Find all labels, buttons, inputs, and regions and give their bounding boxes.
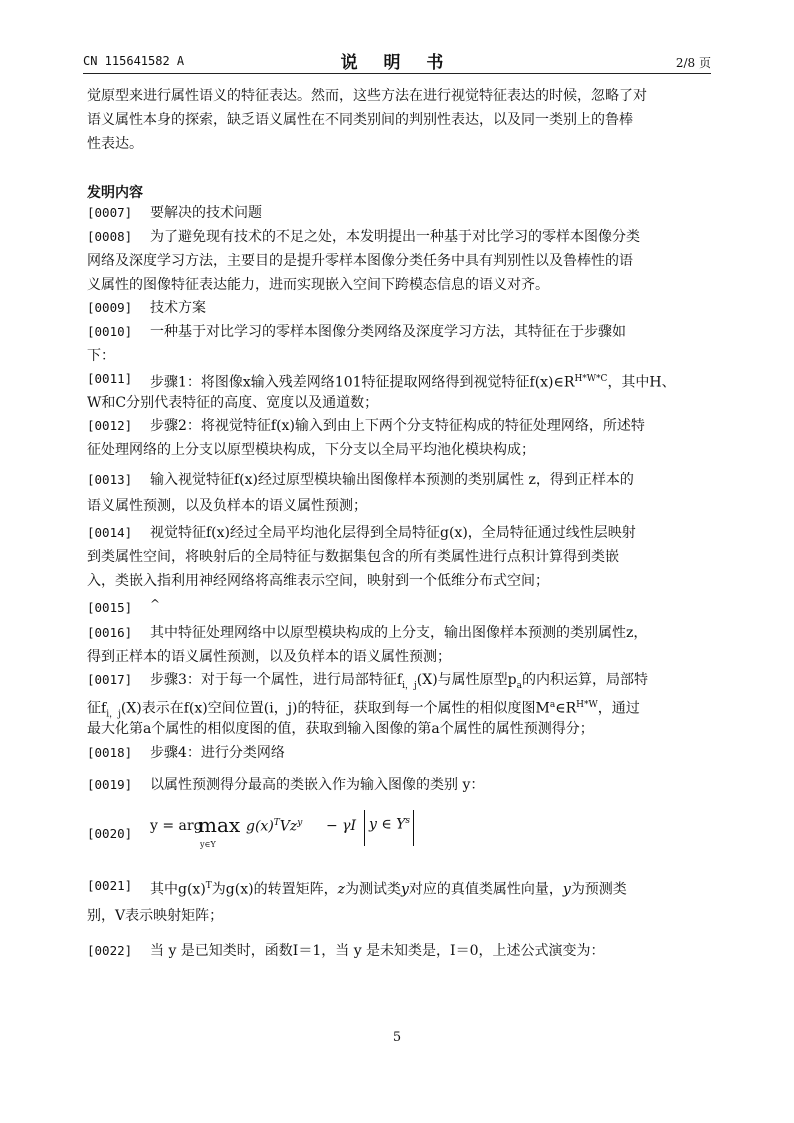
formula-minus: − γI xyxy=(326,818,357,834)
intro-line-1: 觉原型来进行属性语义的特征表达。然而，这些方法在进行视觉特征表达的时候，忽略了对 xyxy=(87,88,647,104)
para-number: [0015] xyxy=(87,600,133,615)
para-text: 别，V表示映射矩阵； xyxy=(87,908,224,924)
para-text: 步骤2：将视觉特征f(x)输入到由上下两个分支特征构成的特征处理网络，所述特 xyxy=(150,418,645,434)
para-text: 入，类嵌入指利用神经网络将高维表示空间，映射到一个低维分布式空间； xyxy=(87,573,549,589)
para-text: 步骤3：对于每一个属性，进行局部特征$f_{i,j}(X)$与属性原型$p_a$的内积运算，局部特 xyxy=(150,672,648,691)
publication-number: CN 115641582 A xyxy=(83,54,185,68)
intro-line-3: 性表达。 xyxy=(87,136,143,152)
para-text: 一种基于对比学习的零样本图像分类网络及深度学习方法，其特征在于步骤如 xyxy=(150,324,626,340)
para-text: W和C分别代表特征的高度、宽度以及通道数； xyxy=(87,395,379,411)
para-number: [0012] xyxy=(87,418,133,433)
para-number: [0018] xyxy=(87,745,133,760)
para-text: 语义属性预测，以及负样本的语义属性预测； xyxy=(87,498,367,514)
para-number: [0007] xyxy=(87,205,133,220)
para-number: [0010] xyxy=(87,324,133,339)
para-text: 征$f_{i,j}(X)$表示在f(x)空间位置(i，j)的特征，获取到每一个属性的相似度图$M^a\in R^{H*W}$，通过 xyxy=(87,700,640,720)
para-number: [0021] xyxy=(87,878,133,893)
document-title: 说 明 书 xyxy=(340,53,454,73)
para-number: [0014] xyxy=(87,525,133,540)
intro-line-2: 语义属性本身的探索，缺乏语义属性在不同类别间的判别性表达，以及同一类别上的鲁棒 xyxy=(87,112,633,128)
para-text: 视觉特征f(x)经过全局平均池化层得到全局特征g(x)，全局特征通过线性层映射 xyxy=(150,525,636,541)
para-text: 以属性预测得分最高的类嵌入作为输入图像的类别 y： xyxy=(150,777,485,793)
hat-symbol: ^ xyxy=(150,597,161,611)
page-header xyxy=(83,48,711,72)
formula-body: $g(x)^TVz^y$ xyxy=(246,818,303,835)
page-of: 2/8 页 xyxy=(675,56,711,70)
para-number: [0008] xyxy=(87,229,133,244)
para-text: 其中$g(x)^T$为g(x)的转置矩阵，z为测试类y对应的真值类属性向量，y为预测类 xyxy=(150,881,627,898)
para-text: 到类属性空间，将映射后的全局特征与数据集包含的所有类属性进行点积计算得到类嵌 xyxy=(87,549,619,565)
para-number: [0009] xyxy=(87,300,133,315)
formula-max: max xyxy=(198,813,241,837)
section-title: 发明内容 xyxy=(87,185,143,201)
para-text: 下： xyxy=(87,348,115,364)
para-text: 为了避免现有技术的不足之处，本发明提出一种基于对比学习的零样本图像分类 xyxy=(150,229,640,245)
para-number: [0013] xyxy=(87,472,133,487)
para-text: 网络及深度学习方法，主要目的是提升零样本图像分类任务中具有判别性以及鲁棒性的语 xyxy=(87,253,633,269)
para-number: [0017] xyxy=(87,672,133,687)
formula-lhs: y = arg xyxy=(150,818,203,834)
para-number: [0011] xyxy=(87,371,133,386)
para-text: 征处理网络的上分支以原型模块构成，下分支以全局平均池化模块构成； xyxy=(87,442,535,458)
para-text: 步骤4：进行分类网络 xyxy=(150,745,285,761)
para-text: 输入视觉特征f(x)经过原型模块输出图像样本预测的类别属性 z，得到正样本的 xyxy=(150,472,634,488)
para-number: [0020] xyxy=(87,826,133,841)
para-text: 当 y 是已知类时，函数I＝1，当 y 是未知类是，I＝0，上述公式演变为： xyxy=(150,943,605,959)
para-text: 得到正样本的语义属性预测，以及负样本的语义属性预测； xyxy=(87,649,451,665)
formula-under: y∈Y xyxy=(200,840,216,849)
formula-bracket: y ∈ $Y^s$ xyxy=(364,810,414,846)
para-number: [0016] xyxy=(87,625,133,640)
para-text: 义属性的图像特征表达能力，进而实现嵌入空间下跨模态信息的语义对齐。 xyxy=(87,277,549,293)
para-number: [0019] xyxy=(87,777,133,792)
para-number: [0022] xyxy=(87,943,133,958)
para-text: 最大化第a个属性的相似度图的值，获取到输入图像的第a个属性的属性预测得分； xyxy=(87,721,594,737)
para-text: 其中特征处理网络中以原型模块构成的上分支，输出图像样本预测的类别属性z， xyxy=(150,625,648,641)
page-number: 5 xyxy=(392,1030,402,1045)
classification-formula xyxy=(150,808,410,856)
header-rule xyxy=(83,73,711,74)
para-text: 要解决的技术问题 xyxy=(150,205,262,221)
para-text: 步骤1：将图像x输入残差网络101特征提取网络得到视觉特征$f(x)\in R^{H*W*C}$，其中H、 xyxy=(150,374,676,391)
para-text: 技术方案 xyxy=(150,300,206,316)
